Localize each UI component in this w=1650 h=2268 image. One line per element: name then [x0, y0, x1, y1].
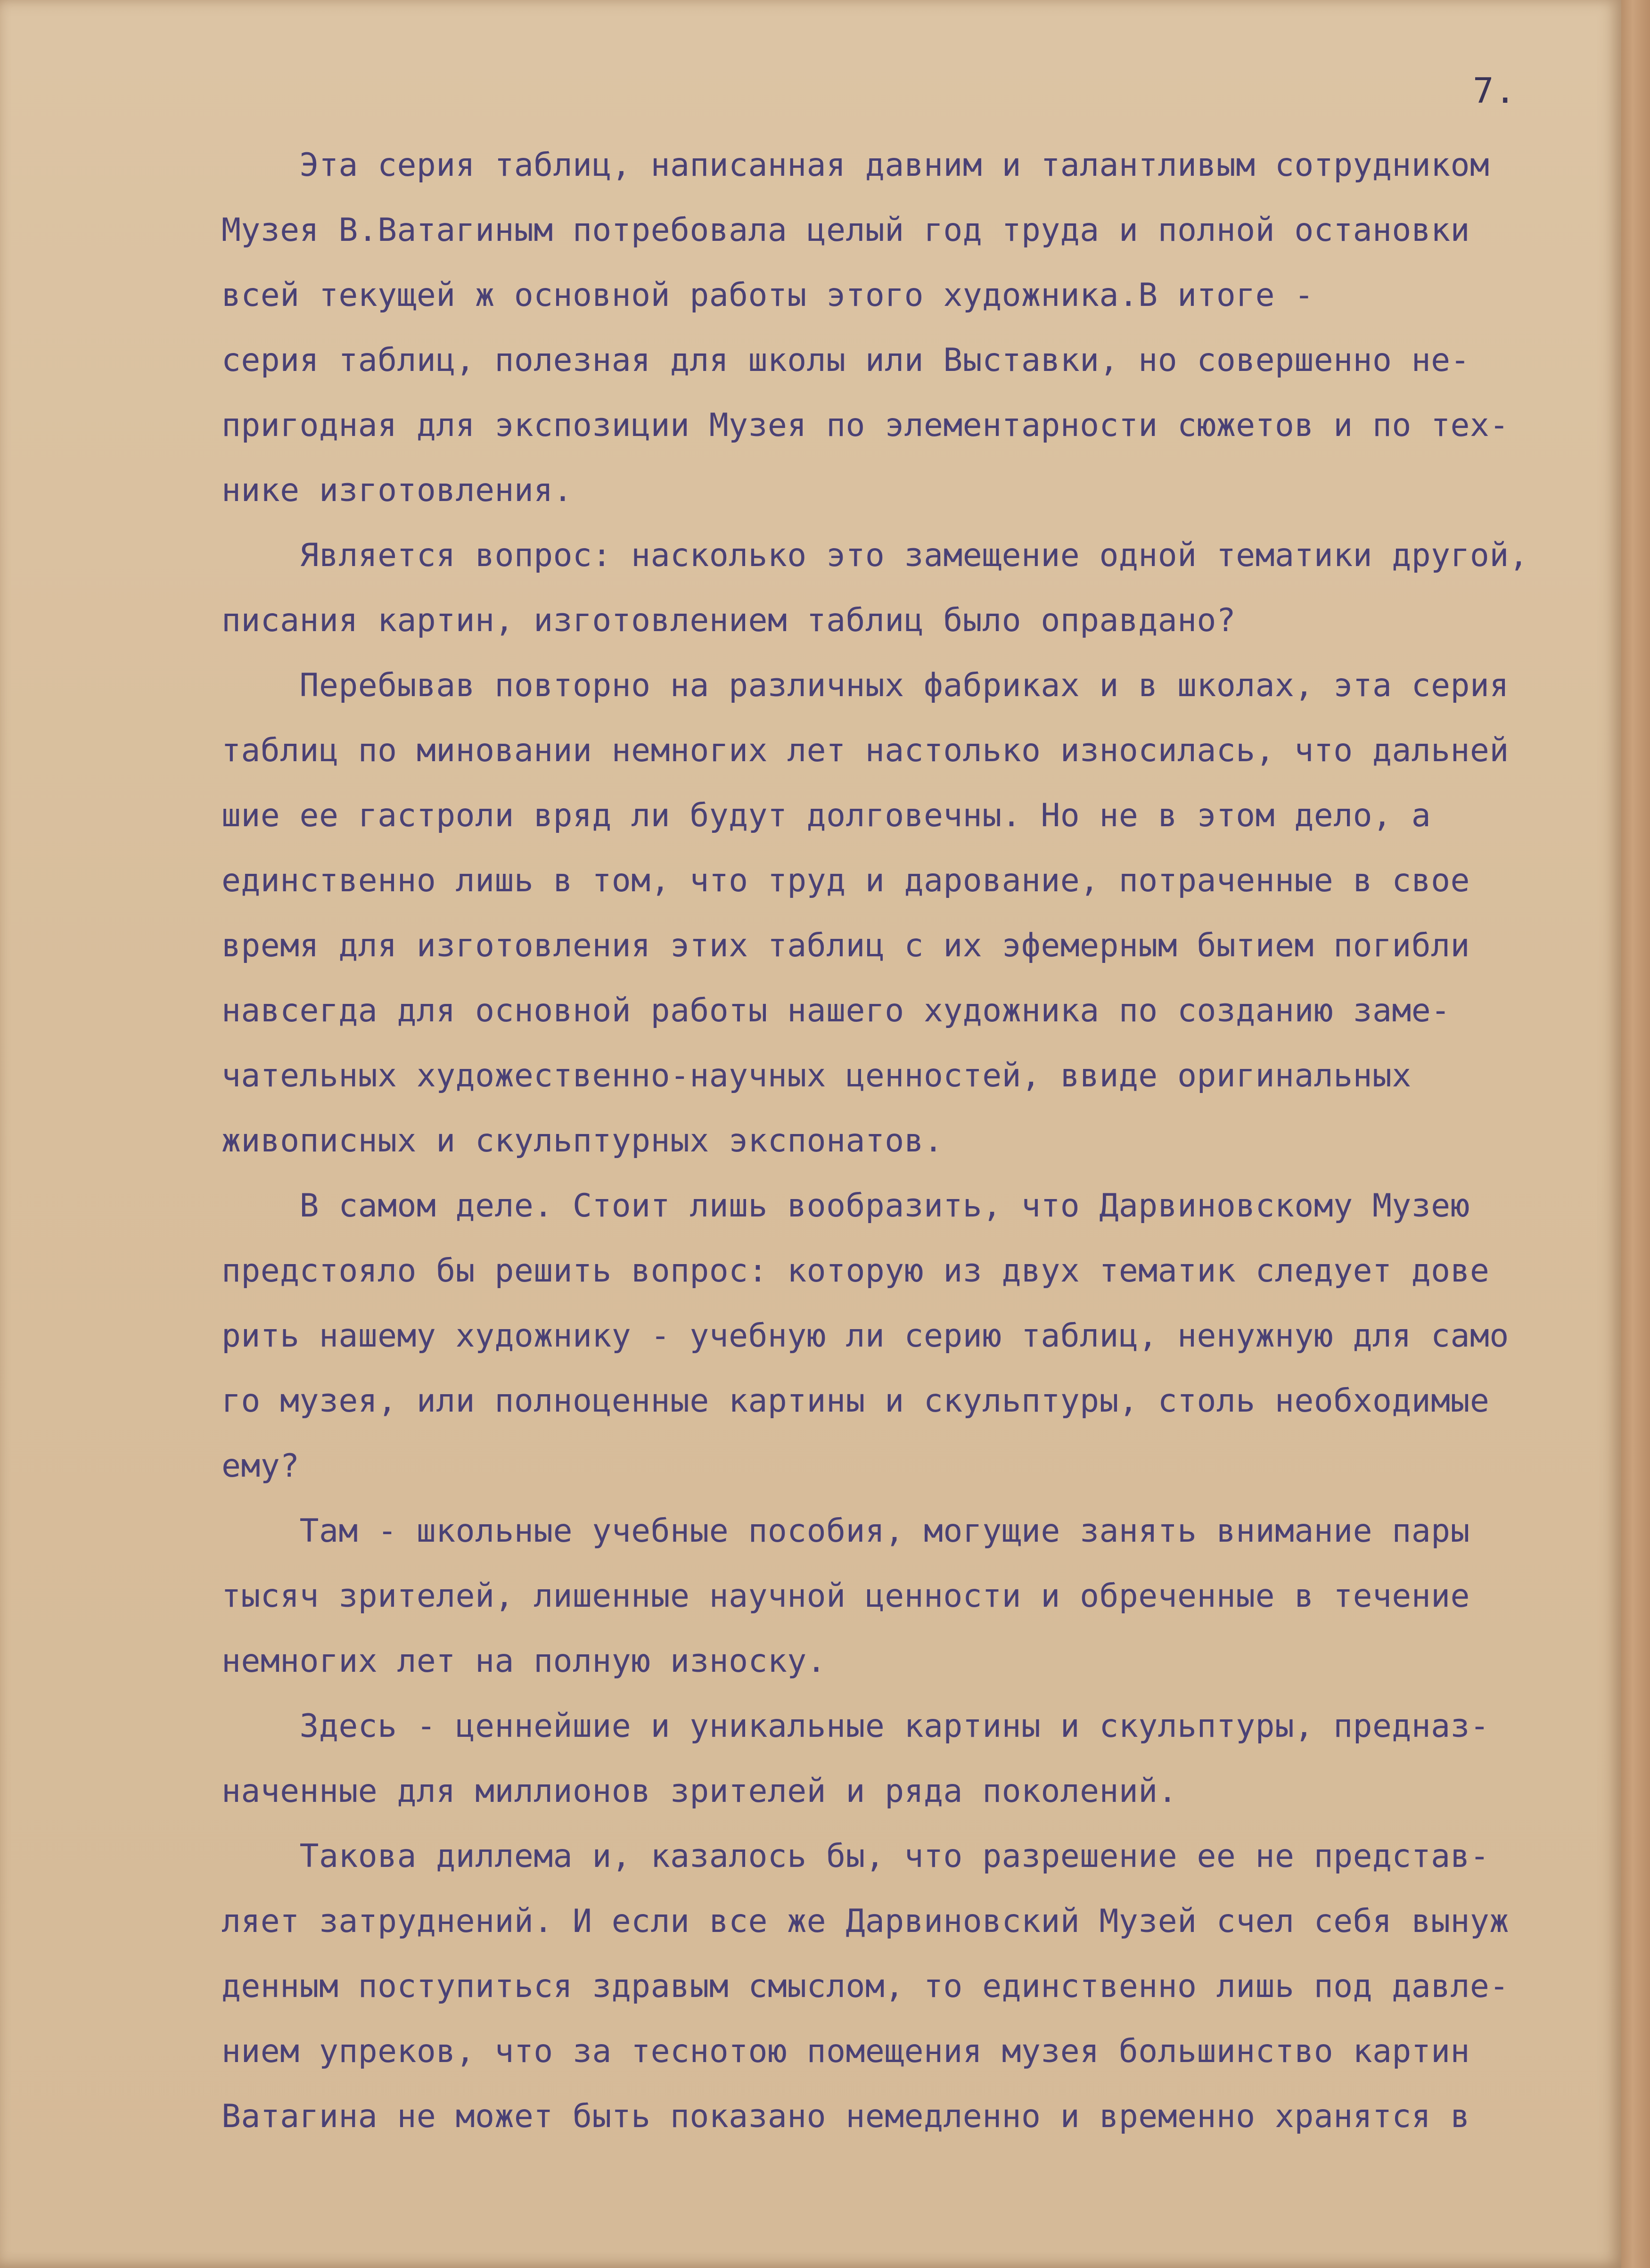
text-line: Такова диллема и, казалось бы, что разрешение ее не представ- [222, 1838, 1490, 1875]
text-line: ляет затруднений. И если все же Дарвиновский Музей счел себя вынуж [222, 1903, 1509, 1940]
page-edge [1621, 0, 1650, 2268]
text-line: Перебывав повторно на различных фабриках и в школах, эта серия [222, 667, 1509, 704]
text-line: нием упреков, что за теснотою помещения музея большинство картин [222, 2033, 1470, 2070]
text-line: всей текущей ж основной работы этого художника.В итоге - [222, 277, 1314, 314]
text-line: немногих лет на полную износку. [222, 1643, 827, 1680]
text-line: рить нашему художнику - учебную ли серию таблиц, ненужную для само [222, 1317, 1509, 1355]
text-line: ему? [222, 1447, 300, 1485]
text-line: навсегда для основной работы нашего художника по созданию заме- [222, 992, 1451, 1029]
text-line: таблиц по миновании немногих лет настолько износилась, что дальней [222, 732, 1509, 769]
text-line: В самом деле. Стоит лишь вообразить, что Дарвиновскому Музею [222, 1187, 1470, 1224]
text-line: Ватагина не может быть показано немедленно и временно хранятся в [222, 2098, 1470, 2135]
text-line: Здесь - ценнейшие и уникальные картины и скульптуры, предназ- [222, 1708, 1490, 1745]
text-line: наченные для миллионов зрителей и ряда поколений. [222, 1773, 1178, 1810]
text-line: тысяч зрителей, лишенные научной ценности и обреченные в течение [222, 1578, 1470, 1615]
text-line: Является вопрос: насколько это замещение одной тематики другой, [222, 537, 1529, 574]
text-line: го музея, или полноценные картины и скульптуры, столь необходимые [222, 1382, 1490, 1420]
typed-text-body [222, 133, 1617, 2149]
text-line: единственно лишь в том, что труд и дарование, потраченные в свое [222, 862, 1470, 899]
text-line: пригодная для экспозиции Музея по элементарности сюжетов и по тех- [222, 407, 1509, 444]
page-number: 7. [1473, 71, 1517, 111]
text-line: Там - школьные учебные пособия, могущие занять внимание пары [222, 1512, 1470, 1550]
text-line: живописных и скульптурных экспонатов. [222, 1122, 944, 1159]
text-line: время для изготовления этих таблиц с их эфемерным бытием погибли [222, 927, 1470, 964]
text-line: Музея В.Ватагиным потребовала целый год труда и полной остановки [222, 212, 1470, 249]
text-line: нике изготовления. [222, 472, 573, 509]
text-line: писания картин, изготовлением таблиц было оправдано? [222, 602, 1236, 639]
text-line: чательных художественно-научных ценностей, ввиде оригинальных [222, 1057, 1412, 1094]
text-line: предстояло бы решить вопрос: которую из двух тематик следует дове [222, 1252, 1490, 1290]
text-line: Эта серия таблиц, написанная давним и талантливым сотрудником [222, 147, 1490, 184]
text-line: шие ее гастроли вряд ли будут долговечны. Но не в этом дело, а [222, 797, 1431, 834]
text-line: серия таблиц, полезная для школы или Выставки, но совершенно не- [222, 342, 1470, 379]
text-line: денным поступиться здравым смыслом, то единственно лишь под давле- [222, 1968, 1509, 2005]
